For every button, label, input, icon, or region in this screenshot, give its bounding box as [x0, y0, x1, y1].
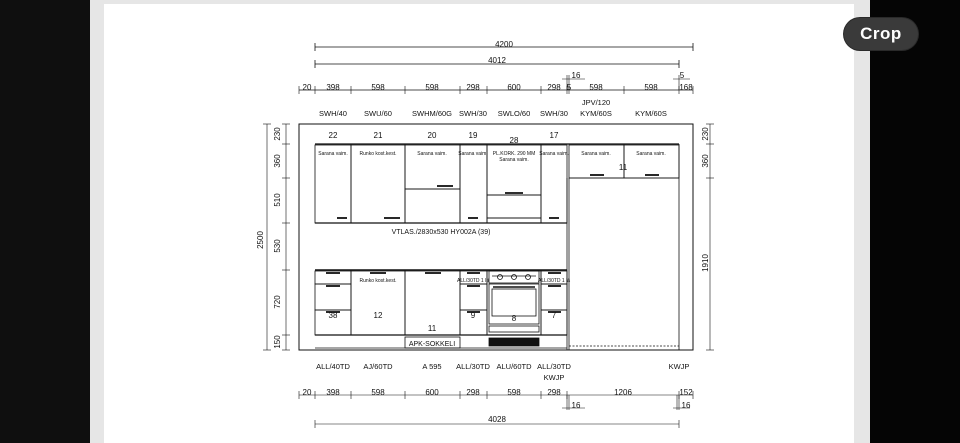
- svg-text:ALL/40TD: ALL/40TD: [316, 362, 350, 371]
- svg-text:Sarana vaim.: Sarana vaim.: [417, 151, 447, 157]
- svg-text:19: 19: [468, 131, 478, 140]
- svg-text:KWJP: KWJP: [668, 362, 690, 371]
- svg-text:360: 360: [273, 154, 282, 168]
- svg-text:16: 16: [681, 401, 691, 410]
- svg-text:SWH/30: SWH/30: [459, 109, 487, 118]
- svg-text:5: 5: [566, 83, 572, 92]
- svg-text:598: 598: [371, 388, 385, 397]
- svg-text:16: 16: [571, 401, 581, 410]
- upper-cabinet-notes: [318, 151, 665, 163]
- svg-text:16: 16: [571, 71, 581, 80]
- svg-text:298: 298: [547, 83, 561, 92]
- upper-cabinet-codes: [319, 98, 667, 118]
- svg-text:298: 298: [547, 388, 561, 397]
- svg-text:ALL/30TD 1 lä: ALL/30TD 1 lä: [457, 278, 489, 284]
- svg-text:SWU/60: SWU/60: [364, 109, 392, 118]
- svg-text:5: 5: [679, 71, 685, 80]
- upper-handles: [337, 175, 659, 218]
- dim-overall-height: 2500: [256, 231, 265, 249]
- svg-text:22: 22: [328, 131, 338, 140]
- svg-text:1206: 1206: [614, 388, 632, 397]
- tall-unit: [567, 144, 679, 350]
- left-dimension-values: [256, 127, 282, 349]
- svg-text:11: 11: [427, 324, 437, 333]
- svg-text:150: 150: [273, 335, 282, 349]
- svg-text:ALL/30TD: ALL/30TD: [537, 362, 571, 371]
- lower-cabinet-numbers: [329, 311, 557, 333]
- svg-text:38: 38: [328, 311, 338, 320]
- svg-text:A 595: A 595: [422, 362, 442, 371]
- svg-text:20: 20: [302, 388, 312, 397]
- svg-text:600: 600: [507, 83, 521, 92]
- svg-text:11: 11: [618, 163, 628, 172]
- svg-text:398: 398: [326, 388, 340, 397]
- svg-text:SWH/30: SWH/30: [540, 109, 568, 118]
- lower-cabinet-codes: [316, 362, 689, 382]
- svg-text:168: 168: [679, 83, 693, 92]
- plinth-label: APK-SOKKELI: [408, 341, 456, 348]
- dim-tall-height: 1910: [701, 254, 710, 272]
- svg-text:JPV/120: JPV/120: [581, 98, 611, 107]
- dim-overall-4200: 4200: [495, 40, 513, 49]
- svg-text:PL.KORK. 290 MM: PL.KORK. 290 MM: [492, 151, 536, 157]
- svg-text:28: 28: [509, 136, 519, 145]
- svg-text:KYM/60S: KYM/60S: [580, 109, 612, 118]
- crop-button[interactable]: [844, 18, 918, 50]
- svg-text:20: 20: [427, 131, 437, 140]
- bottom-dimension-values: [303, 388, 694, 424]
- svg-text:Sarana vaim.: Sarana vaim.: [581, 151, 611, 157]
- dim-inner-4012: 4012: [488, 56, 506, 65]
- svg-text:20: 20: [302, 83, 312, 92]
- svg-text:9: 9: [470, 311, 476, 320]
- svg-text:SWHM/60G: SWHM/60G: [411, 109, 453, 118]
- svg-text:230: 230: [701, 127, 710, 141]
- top-dimension-values: [303, 71, 694, 92]
- svg-text:KWJP: KWJP: [543, 373, 565, 382]
- svg-text:530: 530: [273, 239, 282, 253]
- svg-text:ALL/30TD 1 lä: ALL/30TD 1 lä: [538, 278, 570, 284]
- svg-text:Sarana vaim.: Sarana vaim.: [499, 157, 529, 163]
- svg-text:398: 398: [326, 83, 340, 92]
- backsplash-label: VTLAS./2830x530 HY002A (39): [391, 229, 491, 236]
- dim-bottom-overall: 4028: [488, 415, 506, 424]
- svg-text:17: 17: [549, 131, 559, 140]
- svg-text:21: 21: [373, 131, 383, 140]
- svg-text:230: 230: [273, 127, 282, 141]
- svg-text:598: 598: [371, 83, 385, 92]
- svg-text:Sarana vaim.: Sarana vaim.: [318, 151, 348, 157]
- svg-text:600: 600: [425, 388, 439, 397]
- svg-text:8: 8: [511, 314, 517, 323]
- svg-text:ALL/30TD: ALL/30TD: [456, 362, 490, 371]
- svg-text:12: 12: [373, 311, 383, 320]
- svg-text:Runko kost.kest.: Runko kost.kest.: [359, 278, 397, 284]
- svg-text:598: 598: [507, 388, 521, 397]
- svg-text:298: 298: [466, 83, 480, 92]
- svg-text:SWLO/60: SWLO/60: [497, 109, 531, 118]
- svg-text:KYM/60S: KYM/60S: [635, 109, 667, 118]
- svg-text:7: 7: [551, 311, 557, 320]
- svg-text:Runko kost.kest.: Runko kost.kest.: [359, 151, 397, 157]
- svg-text:298: 298: [466, 388, 480, 397]
- svg-text:ALU/60TD: ALU/60TD: [496, 362, 532, 371]
- lower-cabinet-notes: [360, 278, 571, 284]
- svg-text:Sarana vaim.: Sarana vaim.: [539, 151, 569, 157]
- svg-text:Sarana vaim.: Sarana vaim.: [636, 151, 666, 157]
- lower-cabinets: [315, 270, 567, 335]
- svg-text:598: 598: [589, 83, 603, 92]
- svg-text:720: 720: [273, 295, 282, 309]
- svg-text:152: 152: [679, 388, 693, 397]
- top-dimension-lines: [299, 43, 693, 94]
- svg-text:360: 360: [701, 154, 710, 168]
- svg-text:SWH/40: SWH/40: [319, 109, 347, 118]
- crop-button-label: Crop: [860, 24, 902, 43]
- svg-text:598: 598: [425, 83, 439, 92]
- svg-text:510: 510: [273, 193, 282, 207]
- svg-text:Sarana vaim.: Sarana vaim.: [458, 151, 488, 157]
- svg-text:AJ/60TD: AJ/60TD: [363, 362, 393, 371]
- svg-text:598: 598: [644, 83, 658, 92]
- right-dimension-values: [701, 127, 710, 272]
